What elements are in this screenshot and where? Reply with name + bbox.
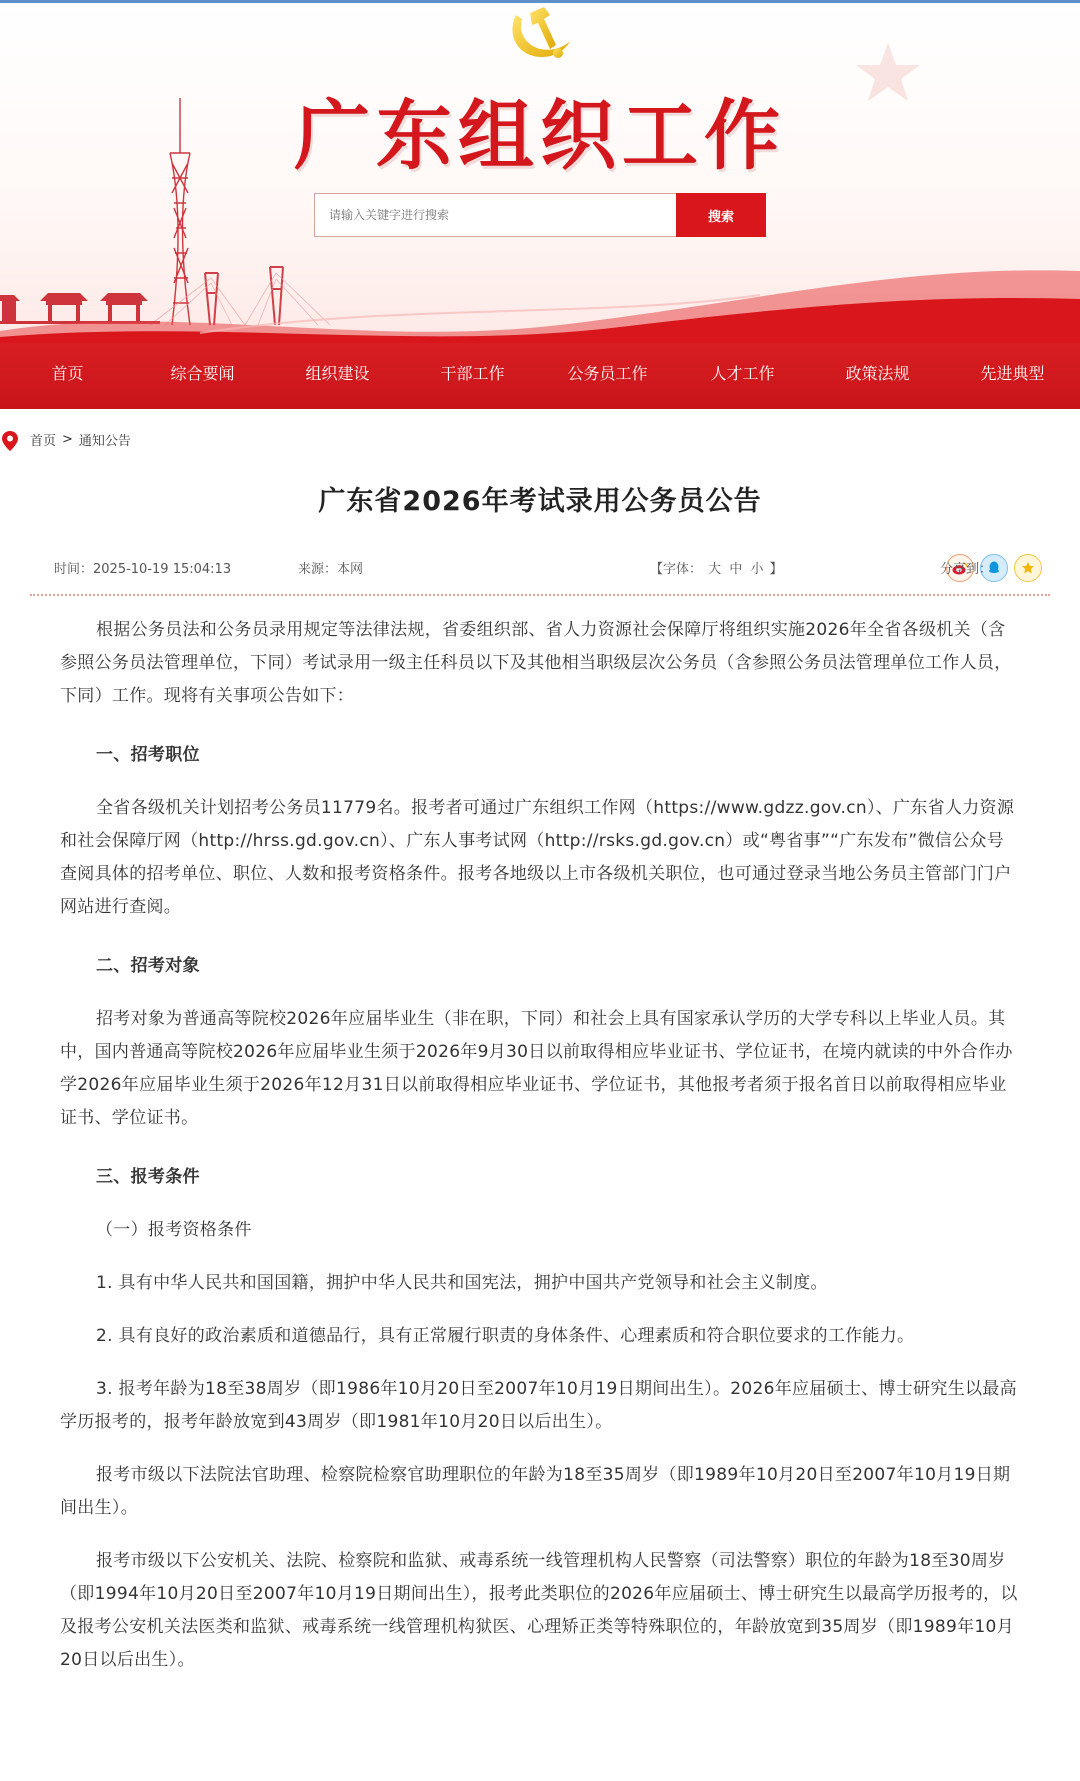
source-label: 来源： xyxy=(298,562,338,577)
location-pin-icon xyxy=(2,431,18,451)
share-bar xyxy=(940,554,1042,582)
nav-item-talent[interactable]: 人才工作 xyxy=(710,364,775,383)
nav-item-news[interactable]: 综合要闻 xyxy=(170,364,235,383)
time-value: 2025-10-19 15:04:13 xyxy=(93,562,232,577)
qzone-icon[interactable] xyxy=(1014,554,1042,582)
source xyxy=(298,558,363,577)
breadcrumb-current[interactable]: 通知公告 xyxy=(78,433,131,449)
section-heading: 二、招考对象 xyxy=(96,956,200,976)
article-title: 广东省2026年考试录用公务员公告 xyxy=(318,486,762,517)
time-label: 时间： xyxy=(54,562,94,577)
nav-item-models[interactable]: 先进典型 xyxy=(980,364,1045,383)
intro-paragraph: 根据公务员法和公务员录用规定等法律法规，省委组织部、省人力资源社会保障厅将组织实施2026年全省各级机关（含参照公务员法管理单位，下同）考试录用一级主任科员以下及其他相当职级层次公务员（含参照公务员法管理单位工作人员，下同）工作。现将有关事项公告如下： xyxy=(60,620,1012,706)
body-paragraph: 1. 具有中华人民共和国国籍，拥护中华人民共和国宪法，拥护中国共产党领导和社会主义制度。 xyxy=(96,1273,828,1293)
font-size-small[interactable]: 小 xyxy=(750,562,764,577)
font-size-prefix: 【字体： xyxy=(650,562,703,577)
search-bar xyxy=(314,193,766,237)
share-label: 分享到： xyxy=(940,562,993,577)
breadcrumb-home[interactable]: 首页 xyxy=(30,433,57,449)
search-input[interactable] xyxy=(314,193,676,237)
site-title: 广东组织工作 xyxy=(294,91,786,180)
publish-time xyxy=(54,558,231,577)
sub-heading: （一）报考资格条件 xyxy=(96,1220,252,1240)
nav-item-home[interactable]: 首页 xyxy=(51,364,84,383)
nav-item-org-building[interactable]: 组织建设 xyxy=(305,364,370,383)
font-size-switcher xyxy=(650,558,783,577)
nav-item-civil-servant[interactable]: 公务员工作 xyxy=(567,364,648,383)
font-size-suffix: 】 xyxy=(769,562,783,577)
article-body xyxy=(0,614,1080,1677)
font-size-large[interactable]: 大 xyxy=(708,562,722,577)
section-heading: 三、报考条件 xyxy=(96,1167,200,1187)
body-paragraph: 报考市级以下法院法官助理、检察院检察官助理职位的年龄为18至35周岁（即1989年10月20日至2007年10月19日期间出生）。 xyxy=(60,1465,1011,1518)
source-value: 本网 xyxy=(337,562,364,577)
body-paragraph: 2. 具有良好的政治素质和道德品行，具有正常履行职责的身体条件、心理素质和符合职位要求的工作能力。 xyxy=(96,1326,915,1346)
section-heading: 一、招考职位 xyxy=(96,745,200,765)
nav-item-cadre-work[interactable]: 干部工作 xyxy=(440,364,505,383)
article-meta xyxy=(30,554,1050,596)
search-button[interactable]: 搜索 xyxy=(676,193,766,237)
main-nav xyxy=(0,343,1080,409)
body-paragraph: 报考市级以下公安机关、法院、检察院和监狱、戒毒系统一线管理机构人民警察（司法警察）职位的年龄为18至30周岁（即1994年10月20日至2007年10月19日期间出生），报考此类职位的2026年应届硕士、博士研究生以最高学历报考的，以及报考公安机关法医类和监狱、戒毒系统一线管理机构狱医、心理矫正类等特殊职位的，年龄放宽到35周岁（即1989年10月20日以后出生）。 xyxy=(60,1551,1018,1670)
nav-item-policy[interactable]: 政策法规 xyxy=(845,364,910,383)
body-paragraph: 3. 报考年龄为18至38周岁（即1986年10月20日至2007年10月19日期间出生）。2026年应届硕士、博士研究生以最高学历报考的，报考年龄放宽到43周岁（即1981年10月20日以后出生）。 xyxy=(60,1379,1017,1432)
font-size-medium[interactable]: 中 xyxy=(729,562,743,577)
site-banner xyxy=(0,3,1080,343)
breadcrumb xyxy=(0,409,1080,469)
body-paragraph: 招考对象为普通高等院校2026年应届毕业生（非在职，下同）和社会上具有国家承认学历的大学专科以上毕业人员。其中，国内普通高等院校2026年应届毕业生须于2026年9月30日以前取得相应毕业证书、学位证书，在境内就读的中外合作办学2026年应届毕业生须于2026年12月31日以前取得相应毕业证书、学位证书，其他报考者须于报名首日以前取得相应毕业证书、学位证书。 xyxy=(60,1009,1013,1128)
body-paragraph: 全省各级机关计划招考公务员11779名。报考者可通过广东组织工作网（https://www.gdzz.gov.cn）、广东省人力资源和社会保障厅网（http://hrss.gd.gov.cn）、广东人事考试网（http://rsks.gd.gov.cn）或“粤省事”“广东发布”微信公众号查阅具体的招考单位、职位、人数和报考资格条件。报考各地级以上市各级机关职位，也可通过登录当地公务员主管部门门户网站进行查阅。 xyxy=(60,798,1015,917)
party-emblem-icon xyxy=(504,5,574,67)
breadcrumb-separator: > xyxy=(62,431,73,447)
